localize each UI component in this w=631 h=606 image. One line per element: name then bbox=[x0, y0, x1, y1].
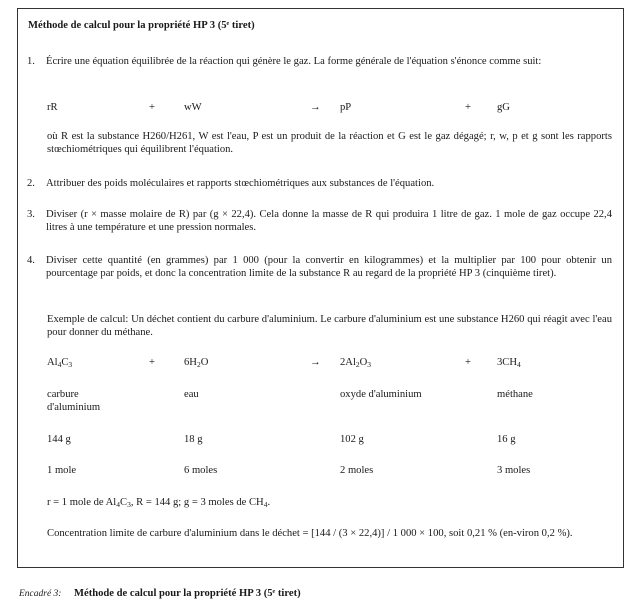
formula-al4c3: $Al_4C_3$ bbox=[47, 357, 73, 369]
example-intro: Exemple de calcul: Un déchet contient du carbure d'aluminium. Le carbure d'aluminium est une substance H260 qui réagit avec l'eau pour donner du méthane. bbox=[47, 314, 612, 338]
where-text: où R est la substance H260/H261, W est l'eau, P est un produit de la réaction et G est le gaz dégagé; r, w, p et g sont les rapports stœchiométriques qui équilibrent l'équation. bbox=[47, 131, 612, 155]
ex-arrow: → bbox=[310, 357, 321, 368]
eq-term-w: wW bbox=[184, 102, 202, 113]
eq-arrow: → bbox=[310, 102, 321, 113]
eq-term-r: rR bbox=[47, 102, 58, 113]
eq-term-p: pP bbox=[340, 102, 352, 113]
ex-plus-1: + bbox=[149, 357, 155, 368]
name-carbure: carbure d'aluminium bbox=[47, 389, 101, 413]
formula-6h2o: $6H_2O$ bbox=[184, 357, 209, 369]
step-2-text: Attribuer des poids moléculaires et rapports stœchiométriques aux substances de l'équation. bbox=[46, 178, 435, 189]
mass-al2o3: 102 g bbox=[340, 434, 364, 445]
conclusion-text: Concentration limite de carbure d'aluminium dans le déchet = [144 / (3 × 22,4)] / 1 000 × 100, soit 0,21 % (en-viron 0,2 %). bbox=[47, 528, 573, 539]
step-4-number: 4. bbox=[27, 255, 35, 266]
step-2-number: 2. bbox=[27, 178, 35, 189]
moles-al2o3: 2 moles bbox=[340, 465, 374, 476]
moles-al4c3: 1 mole bbox=[47, 465, 77, 476]
formula-3ch4: $3CH_4$ bbox=[497, 357, 521, 369]
mass-ch4: 16 g bbox=[497, 434, 516, 445]
step-1-text: Écrire une équation équilibrée de la réaction qui génère le gaz. La forme générale de l'équation s'énonce comme suit: bbox=[46, 56, 542, 67]
eq-plus-2: + bbox=[465, 102, 471, 113]
formula-2al2o3: $2Al_2O_3$ bbox=[340, 357, 372, 369]
name-eau: eau bbox=[184, 389, 199, 400]
name-oxyde: oxyde d'aluminium bbox=[340, 389, 422, 400]
step-3-number: 3. bbox=[27, 209, 35, 220]
ex-plus-2: + bbox=[465, 357, 471, 368]
moles-ch4: 3 moles bbox=[497, 465, 531, 476]
caption-title: Méthode de calcul pour la propriété HP 3 (5ᵉ tiret) bbox=[74, 588, 301, 599]
r-line: r = 1 mole de $Al_4C_3$, R = 144 g; g = 3 moles de $CH_4$. bbox=[47, 497, 271, 509]
step-4-text: Diviser cette quantité (en grammes) par 1 000 (pour la convertir en kilogrammes) et la multiplier par 100 pour obtenir un pourcentage par poids, et donc la concentration limite de la substance R au regard de la propriété HP 3 (cinquième tiret). bbox=[46, 255, 612, 279]
caption-label: Encadré 3: bbox=[19, 589, 62, 599]
eq-term-g: gG bbox=[497, 102, 510, 113]
box-title: Méthode de calcul pour la propriété HP 3 (5ᵉ tiret) bbox=[28, 20, 255, 31]
name-methane: méthane bbox=[497, 389, 533, 400]
method-box bbox=[17, 8, 624, 568]
mass-al4c3: 144 g bbox=[47, 434, 71, 445]
eq-plus-1: + bbox=[149, 102, 155, 113]
step-1-number: 1. bbox=[27, 56, 35, 67]
step-3-text: Diviser (r × masse molaire de R) par (g × 22,4). Cela donne la masse de R qui produira 1 litre de gaz. 1 mole de gaz occupe 22,4 litres à une température et une pression normales. bbox=[46, 209, 612, 233]
mass-h2o: 18 g bbox=[184, 434, 203, 445]
moles-h2o: 6 moles bbox=[184, 465, 218, 476]
